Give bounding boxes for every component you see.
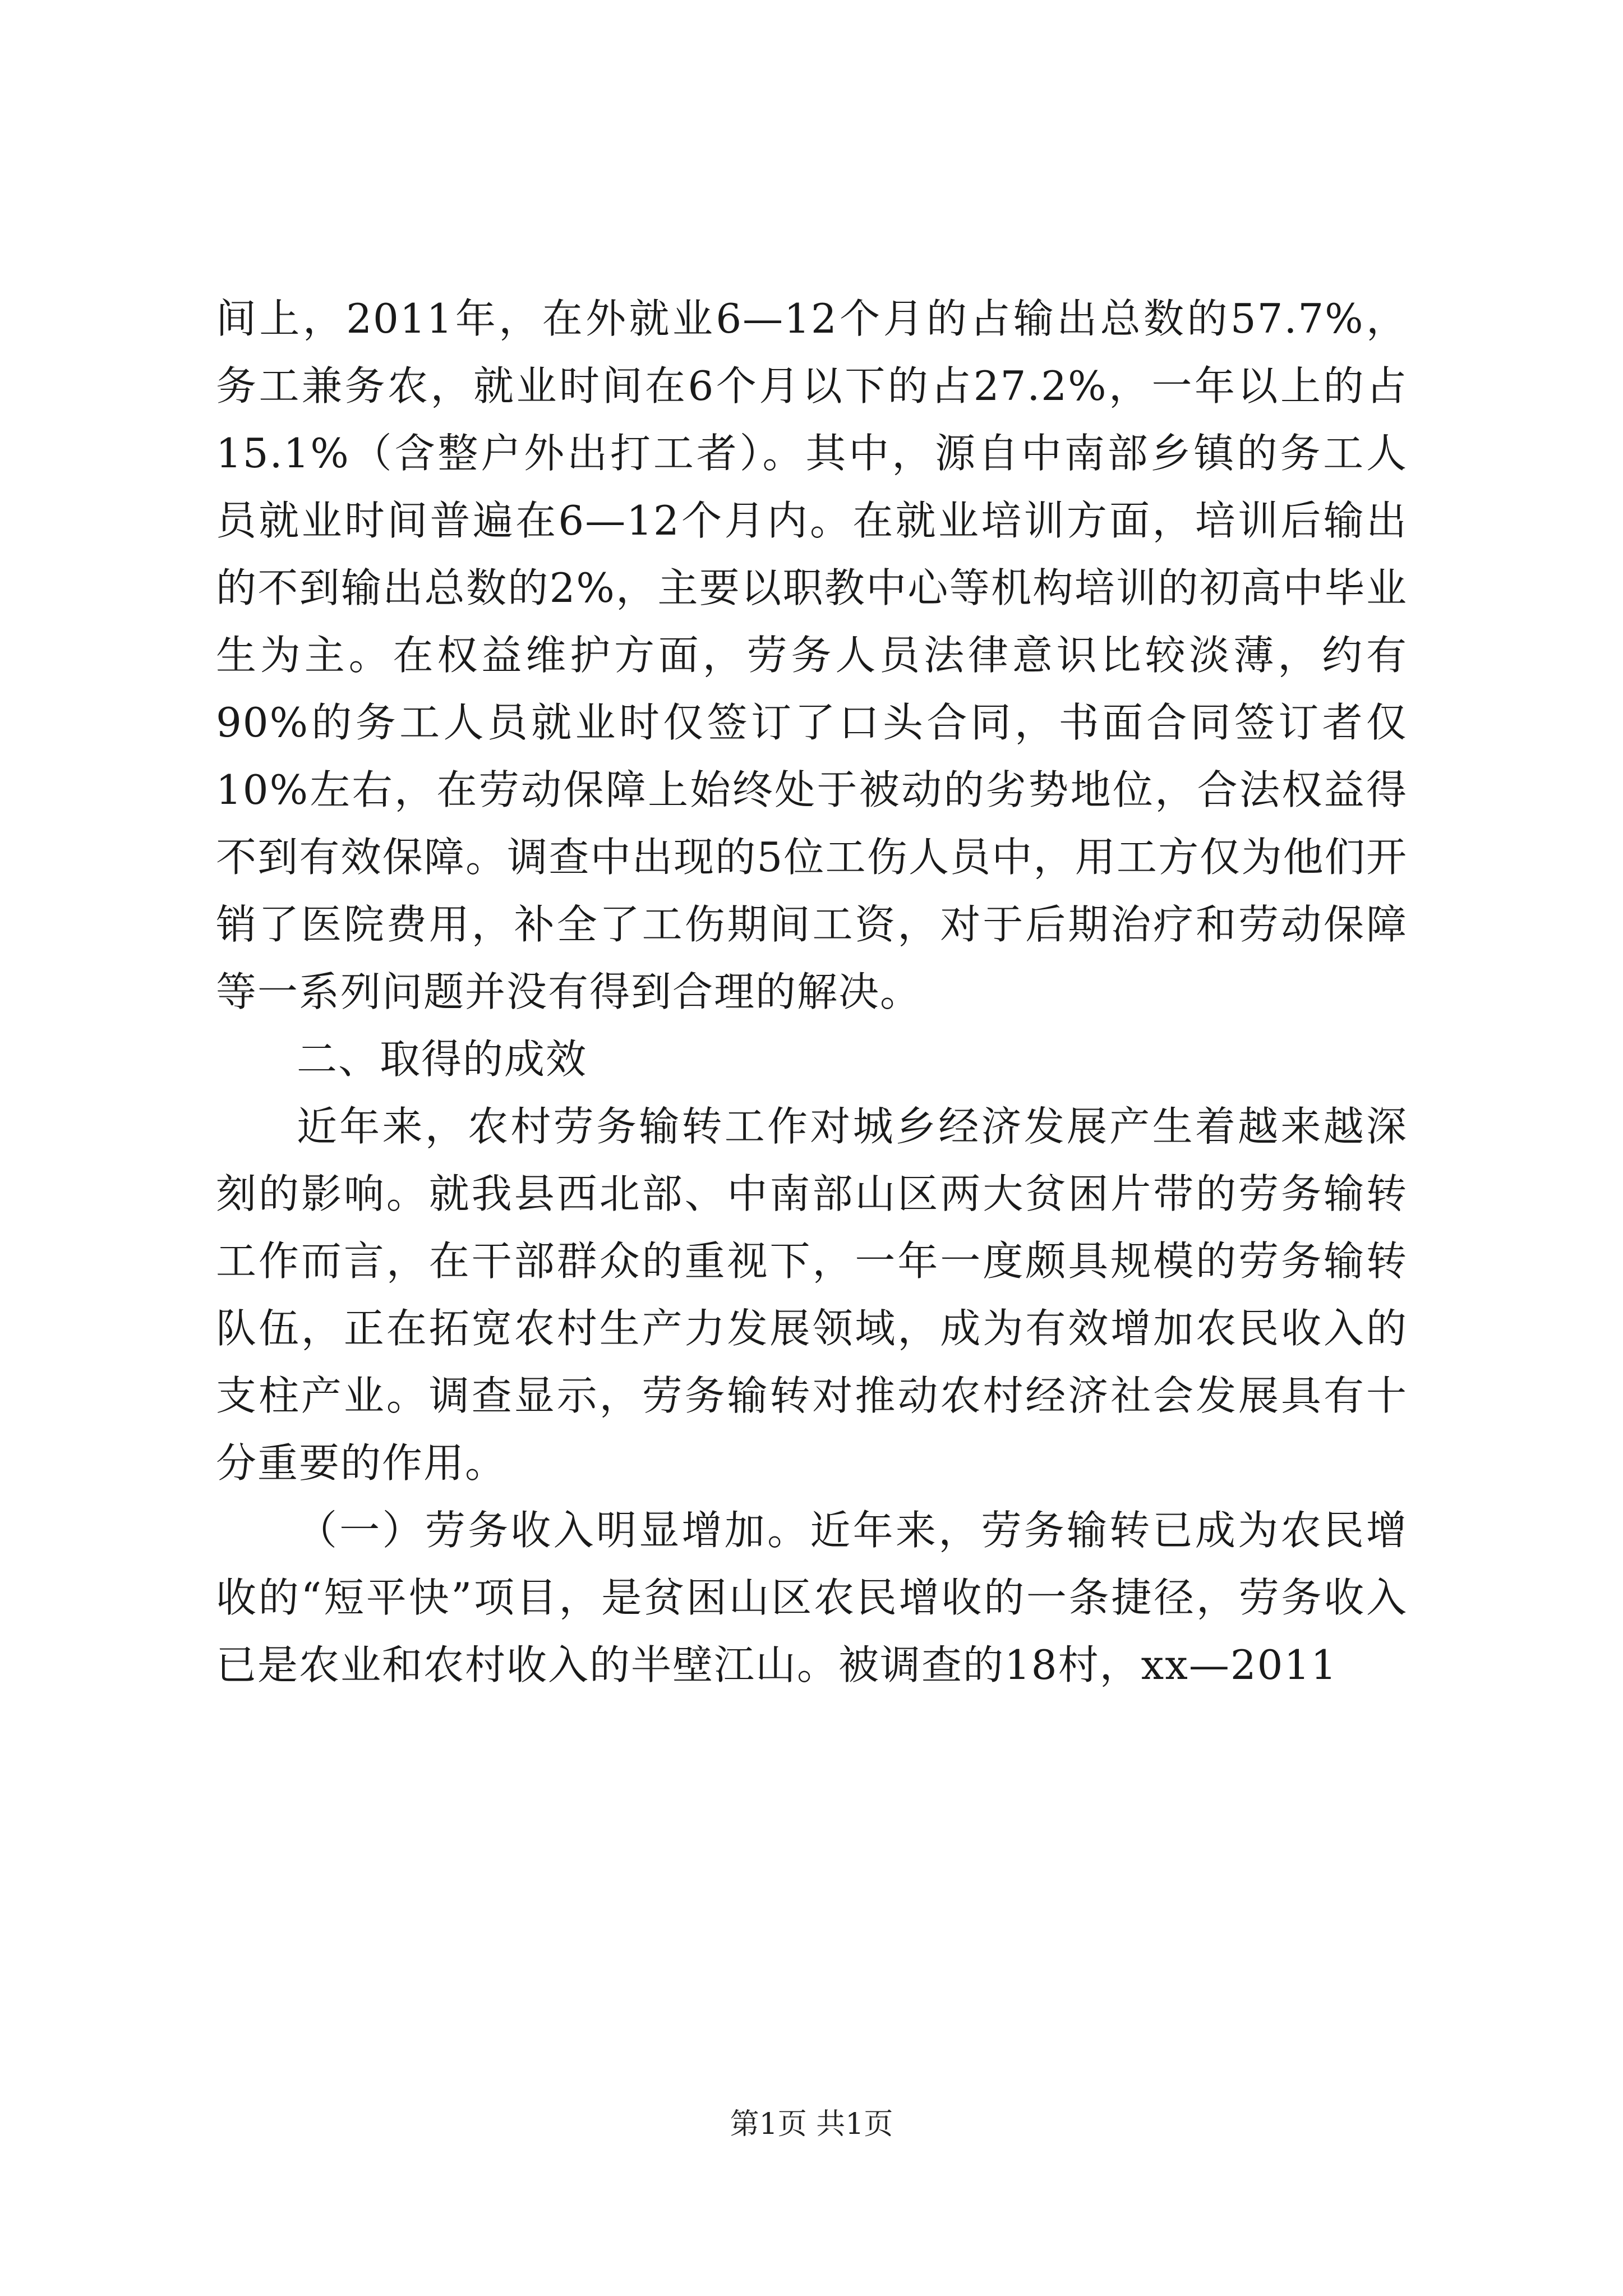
paragraph-continuation: 间上，2011年，在外就业6—12个月的占输出总数的57.7%，务工兼务农，就业时间在6个月以下的占27.2%，一年以上的占15.1%（含整户外出打工者）。其中，源自中南部乡镇的务工人员就业时间普遍在6—12个月内。在就业培训方面，培训后输出的不到输出总数的2%，主要以职教中心等机构培训的初高中毕业生为主。在权益维护方面，劳务人员法律意识比较淡薄，约有90%的务工人员就业时仅签订了口头合同，书面合同签订者仅10%左右，在劳动保障上始终处于被动的劣势地位，合法权益得不到有效保障。调查中出现的5位工伤人员中，用工方仅为他们开销了医院费用，补全了工伤期间工资，对于后期治疗和劳动保障等一系列问题并没有得到合理的解决。 <box>216 295 1408 1015</box>
paragraph-income-increase: （一）劳务收入明显增加。近年来，劳务输转已成为农民增收的“短平快”项目，是贫困山区农民增收的一条捷径，劳务收入已是农业和农村收入的半壁江山。被调查的18村，xx—2011 <box>216 1507 1408 1688</box>
section-heading: 二、取得的成效 <box>297 1036 588 1083</box>
paragraph-achievements: 近年来，农村劳务输转工作对城乡经济发展产生着越来越深刻的影响。就我县西北部、中南部山区两大贫困片带的劳务输转工作而言，在干部群众的重视下，一年一度颇具规模的劳务输转队伍，正在拓宽农村生产力发展领域，成为有效增加农民收入的支柱产业。调查显示，劳务输转对推动农村经济社会发展具有十分重要的作用。 <box>216 1103 1408 1487</box>
page-footer: 第1页 共1页 <box>730 2108 893 2141</box>
document-body <box>216 285 1408 1699</box>
